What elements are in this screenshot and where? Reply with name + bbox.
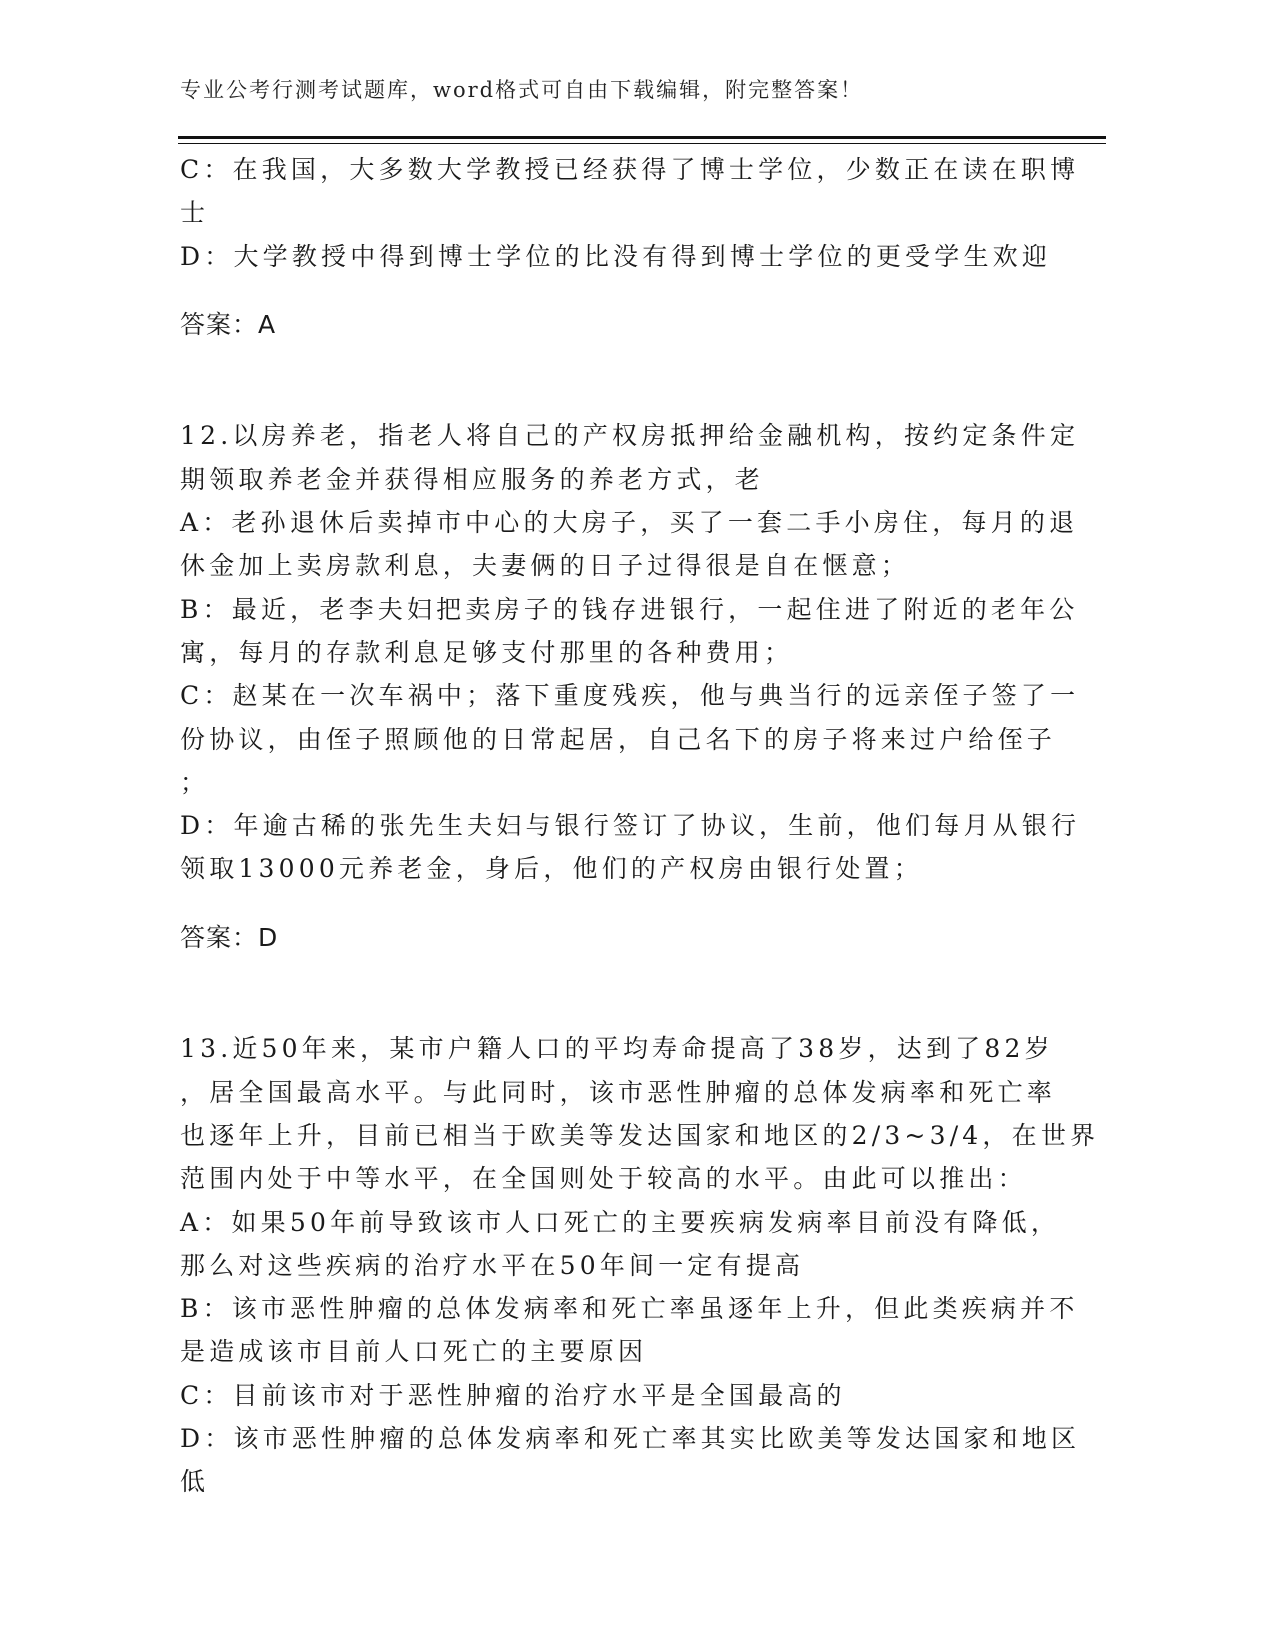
question-stem-line: ，居全国最高水平。与此同时，该市恶性肿瘤的总体发病率和死亡率 [180,1077,1057,1107]
question-13 [180,1027,1100,1503]
option-a-line: A：如果50年前导致该市人口死亡的主要疾病发病率目前没有降低， [180,1207,1061,1237]
option-c-line: ； [180,767,210,797]
question-stem-line: 13.近50年来，某市户籍人口的平均寿命提高了38岁，达到了82岁 [180,1034,1054,1064]
option-d-line: D：年逾古稀的张先生夫妇与银行签订了协议，生前，他们每月从银行 [180,811,1081,841]
option-d-line: D：该市恶性肿瘤的总体发病率和死亡率其实比欧美等发达国家和地区 [180,1424,1081,1454]
page-header: 专业公考行测考试题库，word格式可自由下载编辑，附完整答案！ [180,78,864,102]
option-c-line: C：目前该市对于恶性肿瘤的治疗水平是全国最高的 [180,1380,846,1410]
document-body [180,148,1100,1504]
option-c-line: C：赵某在一次车祸中；落下重度残疾，他与典当行的远亲侄子签了一 [180,681,1080,711]
option-a-line: 休金加上卖房款利息，夫妻俩的日子过得很是自在惬意； [180,551,911,581]
option-b-line: 寓，每月的存款利息足够支付那里的各种费用； [180,637,794,667]
question-stem-line: 也逐年上升，目前已相当于欧美等发达国家和地区的2/3~3/4，在世界 [180,1120,1100,1150]
spacer [180,984,1040,1027]
question-stem-line: 期领取养老金并获得相应服务的养老方式，老 [180,464,765,494]
option-b-line: B：最近，老李夫妇把卖房子的钱存进银行，一起住进了附近的老年公 [180,594,1079,624]
option-b-line: 是造成该市目前人口死亡的主要原因 [180,1337,648,1367]
previous-question [180,148,1080,346]
option-c-line: C：在我国，大多数大学教授已经获得了博士学位，少数正在读在职博 [180,155,1080,184]
question-12 [180,414,1081,959]
option-a-line: 那么对这些疾病的治疗水平在50年间一定有提高 [180,1250,805,1280]
option-d-line: 低 [180,1467,210,1497]
option-b-line: B：该市恶性肿瘤的总体发病率和死亡率虽逐年上升，但此类疾病并不 [180,1294,1079,1324]
option-c-line: 士 [180,198,210,228]
answer-label: 答案：D [180,922,279,952]
question-stem-line: 范围内处于中等水平，在全国则处于较高的水平。由此可以推出： [180,1164,1027,1194]
option-c-line: 份协议，由侄子照顾他的日常起居，自己名下的房子将来过户给侄子 [180,724,1057,754]
option-d-line: 领取13000元养老金，身后，他们的产权房由银行处置； [180,854,923,884]
spacer [180,371,1040,414]
option-d-line: D：大学教授中得到博士学位的比没有得到博士学位的更受学生欢迎 [180,241,1052,271]
question-stem-line: 12.以房养老，指老人将自己的产权房抵押给金融机构，按约定条件定 [180,421,1080,451]
answer-label: 答案：A [180,309,277,339]
option-a-line: A：老孙退休后卖掉市中心的大房子，买了一套二手小房住，每月的退 [180,508,1079,538]
header-rule-thin [178,143,1106,144]
header-rule-thick [178,136,1106,139]
